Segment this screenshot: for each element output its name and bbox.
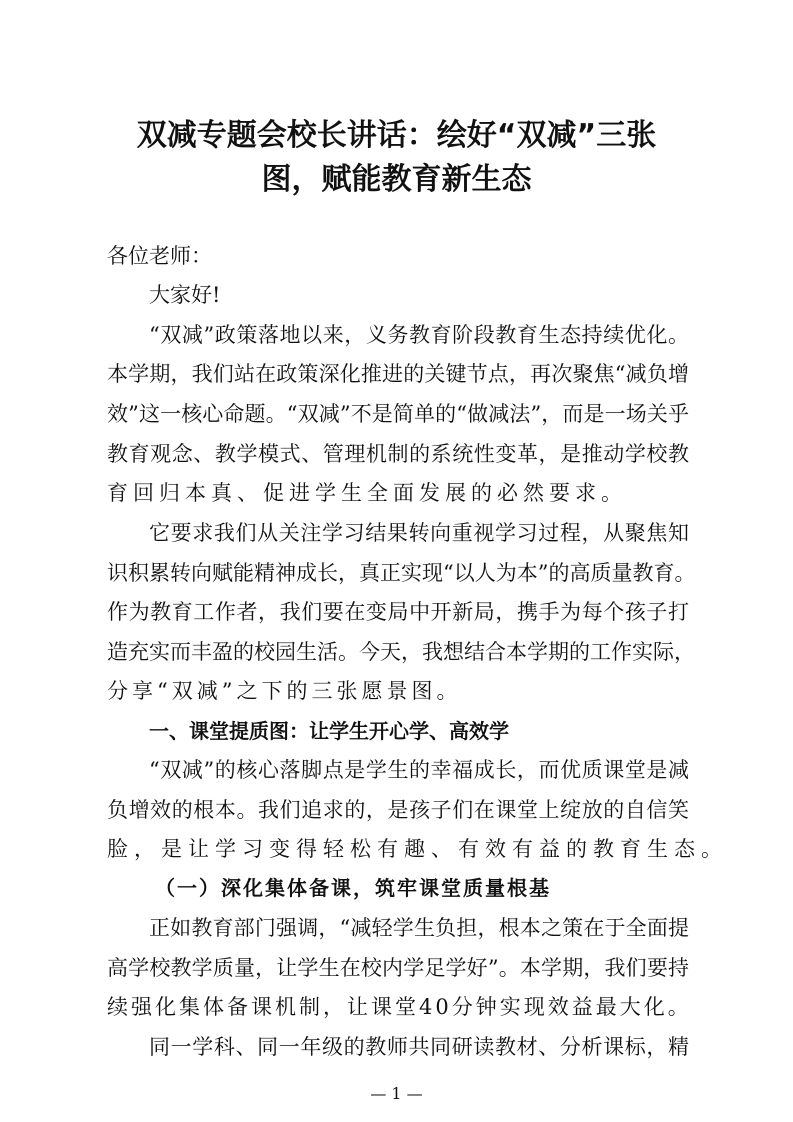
subsection-heading-1: （一）深化集体备课，筑牢课堂质量根基 <box>155 876 551 900</box>
greeting: 大家好! <box>149 283 221 307</box>
body-line: 它要求我们从关注学习结果转向重视学习过程，从聚焦知 <box>149 521 689 545</box>
document-title-line-2: 图，赋能教育新生态 <box>261 162 532 197</box>
body-line: 育回归本真、促进学生全面发展的必然要求。 <box>107 481 627 505</box>
document-title-line-1: 双减专题会校长讲话：绘好“双减”三张 <box>136 118 657 153</box>
body-line: 作为教育工作者，我们要在变局中开新局，携手为每个孩子打 <box>107 600 689 624</box>
body-line: 脸，是让学习变得轻松有趣、有效有益的教育生态。 <box>107 837 728 861</box>
body-line: 高学校教学质量，让学生在校内学足学好”。本学期，我们要持 <box>107 956 689 980</box>
page-number: — 1 — <box>370 1084 423 1103</box>
body-line: 分享“双减”之下的三张愿景图。 <box>107 679 462 703</box>
body-line: “双减”政策落地以来，义务教育阶段教育生态持续优化。 <box>149 323 689 347</box>
body-line: 续强化集体备课机制，让课堂40分钟实现效益最大化。 <box>107 995 692 1019</box>
body-line: 造充实而丰盈的校园生活。今天，我想结合本学期的工作实际， <box>107 640 695 664</box>
body-line: 效”这一核心命题。“双减”不是简单的“做减法”，而是一场关乎 <box>107 402 689 426</box>
body-line: 本学期，我们站在政策深化推进的关键节点，再次聚焦“减负增 <box>107 362 689 386</box>
body-line: 同一学科、同一年级的教师共同研读教材、分析课标，精 <box>149 1035 689 1059</box>
body-line: 识积累转向赋能精神成长，真正实现“以人为本”的高质量教育。 <box>107 561 696 585</box>
body-line: 负增效的根本。我们追求的，是孩子们在课堂上绽放的自信笑 <box>107 798 689 822</box>
body-line: 教育观念、教学模式、管理机制的系统性变革，是推动学校教 <box>107 442 689 466</box>
section-heading-1: 一、课堂提质图：让学生开心学、高效学 <box>149 719 509 743</box>
salutation: 各位老师： <box>107 244 212 268</box>
body-line: “双减”的核心落脚点是学生的幸福成长，而优质课堂是减 <box>149 758 689 782</box>
body-line: 正如教育部门强调，“减轻学生负担，根本之策在于全面提 <box>149 916 689 940</box>
